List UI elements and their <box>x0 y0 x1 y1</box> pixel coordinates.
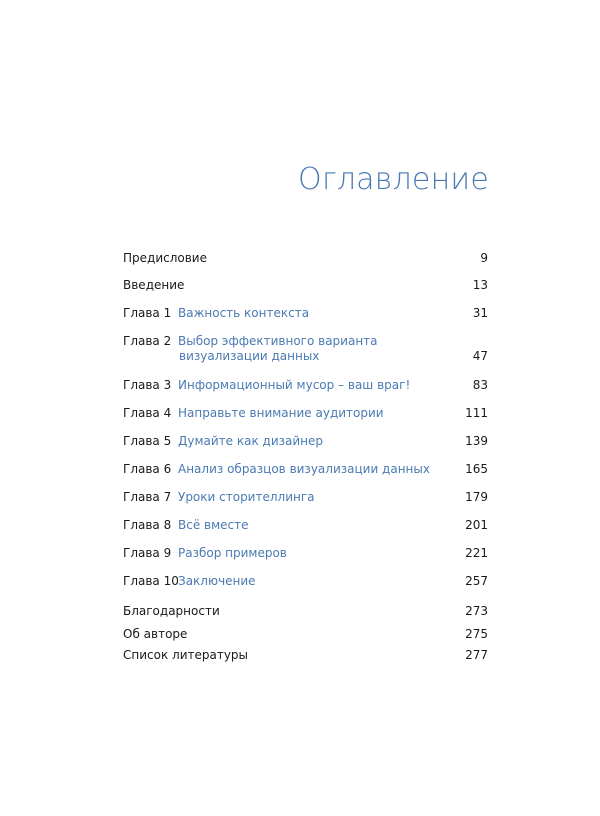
toc-entry-label: Введение <box>123 278 185 292</box>
chapter-title: Информационный мусор – ваш враг! <box>178 378 411 392</box>
toc-page-number: 9 <box>480 251 488 265</box>
page-title: Оглавление <box>298 162 489 197</box>
toc-page-number: 31 <box>472 306 488 320</box>
chapter-title: Думайте как дизайнер <box>178 434 324 448</box>
toc-page-number: 111 <box>465 406 488 420</box>
chapter-label: Глава 4 <box>123 406 172 420</box>
chapter-title: Важность контекста <box>178 306 310 320</box>
toc-page-number: 277 <box>465 648 488 662</box>
chapter-label: Глава 3 <box>123 378 172 392</box>
chapter-label: Глава 10 <box>123 574 179 588</box>
chapter-title: Всё вместе <box>178 518 249 532</box>
toc-entry-label: Об авторе <box>123 627 188 641</box>
toc-page-number: 275 <box>465 627 488 641</box>
toc-page-number: 83 <box>472 378 488 392</box>
toc-page-number: 221 <box>465 546 488 560</box>
toc-page-number: 47 <box>472 349 488 363</box>
toc-entry-label: Предисловие <box>123 251 207 265</box>
toc-page-number: 139 <box>465 434 488 448</box>
toc-page-number: 273 <box>465 604 488 618</box>
chapter-label: Глава 9 <box>123 546 172 560</box>
toc-page-number: 201 <box>465 518 488 532</box>
chapter-label: Глава 6 <box>123 462 172 476</box>
toc-page-number: 13 <box>472 278 488 292</box>
chapter-label: Глава 7 <box>123 490 172 504</box>
toc-entry-label: Список литературы <box>123 648 249 662</box>
chapter-title: Выбор эффективного варианта <box>178 334 378 348</box>
chapter-title: Заключение <box>178 574 256 588</box>
chapter-label: Глава 2 <box>123 334 172 348</box>
chapter-title: Уроки сторителлинга <box>178 490 315 504</box>
chapter-title-continued: визуализации данных <box>179 349 320 363</box>
toc-page-number: 179 <box>465 490 488 504</box>
toc-page-number: 257 <box>465 574 488 588</box>
chapter-label: Глава 8 <box>123 518 172 532</box>
chapter-title: Направьте внимание аудитории <box>178 406 384 420</box>
chapter-label: Глава 5 <box>123 434 172 448</box>
toc-entry-label: Благодарности <box>123 604 220 618</box>
chapter-title: Анализ образцов визуализации данных <box>178 462 430 476</box>
toc-page-number: 165 <box>465 462 488 476</box>
chapter-title: Разбор примеров <box>178 546 287 560</box>
chapter-label: Глава 1 <box>123 306 172 320</box>
